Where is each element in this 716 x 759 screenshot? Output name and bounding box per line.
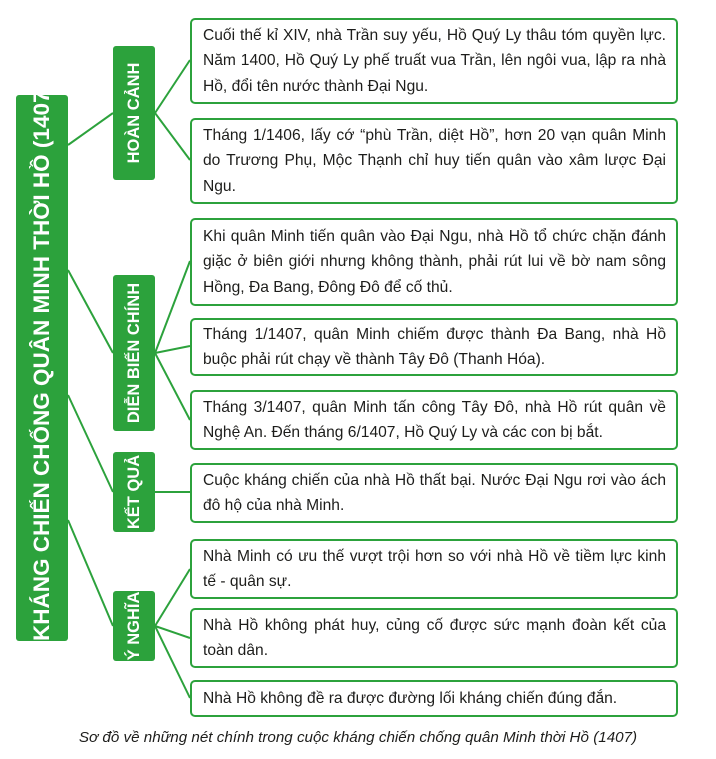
leaf-text: Nhà Hồ không đề ra được đường lối kháng chiến đúng đắn. (203, 689, 618, 707)
connector-root-hoan-canh (68, 113, 113, 145)
connector-root-y-nghia (68, 520, 113, 626)
leaf-dien-bien-3 (190, 390, 678, 450)
leaf-hoan-canh-2 (190, 118, 678, 204)
connector-hoan-canh-leaf-2 (155, 113, 190, 160)
category-ket-qua-label: KẾT QUẢ (125, 454, 143, 530)
leaf-y-nghia-1 (190, 539, 678, 599)
leaf-dien-bien-1 (190, 218, 678, 306)
leaf-text: Khi quân Minh tiến quân vào Đại Ngu, nhà Hồ tổ chức chặn đánh giặc ở biên giới nhưng không thành, phải rút lui về bờ nam sông Hồng, Đa Bang, Đông Đô để cố thủ. (203, 227, 666, 296)
leaf-text: Cuối thế kỉ XIV, nhà Trần suy yếu, Hồ Quý Ly thâu tóm quyền lực. Năm 1400, Hồ Quý Ly phế truất vua Trần, lên ngôi vua, lập ra nhà Hồ, đổi tên nước thành Đại Ngu. (203, 26, 666, 95)
category-y-nghia-label: Ý NGHĨA (125, 591, 143, 661)
leaf-hoan-canh-1 (190, 18, 678, 104)
connector-hoan-canh-leaf-1 (155, 60, 190, 113)
connector-root-dien-bien (68, 270, 113, 353)
connector-dien-bien-leaf-1 (155, 261, 190, 353)
leaf-text: Nhà Minh có ưu thế vượt trội hơn so với nhà Hồ về tiềm lực kinh tế - quân sự. (203, 547, 666, 590)
connector-dien-bien-leaf-3 (155, 353, 190, 420)
connector-y-nghia-leaf-1 (155, 569, 190, 626)
leaf-text: Cuộc kháng chiến của nhà Hồ thất bại. Nước Đại Ngu rơi vào ách đô hộ của nhà Minh. (203, 471, 666, 514)
category-dien-bien-label: DIỄN BIẾN CHÍNH (125, 282, 143, 424)
figure-caption: Sơ đồ về những nét chính trong cuộc kháng chiến chống quân Minh thời Hồ (1407) (78, 729, 638, 746)
leaf-text: Nhà Hồ không phát huy, củng cố được sức mạnh đoàn kết của toàn dân. (203, 616, 666, 659)
leaf-y-nghia-3 (190, 680, 678, 717)
root-title: KHÁNG CHIẾN CHỐNG QUÂN MINH THỜI HỒ (1407) (29, 83, 54, 641)
leaf-dien-bien-2 (190, 318, 678, 376)
leaf-y-nghia-2 (190, 608, 678, 668)
leaf-ket-qua-1 (190, 463, 678, 523)
category-hoan-canh-label: HOÀN CẢNH (125, 62, 143, 164)
leaf-text: Tháng 1/1406, lấy cớ “phù Trần, diệt Hồ”, hơn 20 vạn quân Minh do Trương Phụ, Mộc Thạnh chỉ huy tiến quân vào xâm lược Đại Ngu. (203, 126, 666, 195)
leaf-text: Tháng 1/1407, quân Minh chiếm được thành Đa Bang, nhà Hồ buộc phải rút chạy về thành Tây Đô (Thanh Hóa). (203, 325, 666, 368)
connector-dien-bien-leaf-2 (155, 346, 190, 353)
leaf-text: Tháng 3/1407, quân Minh tấn công Tây Đô, nhà Hồ rút quân về Nghệ An. Đến tháng 6/1407, Hồ Quý Ly và các con bị bắt. (203, 398, 666, 441)
connector-root-ket-qua (68, 395, 113, 492)
